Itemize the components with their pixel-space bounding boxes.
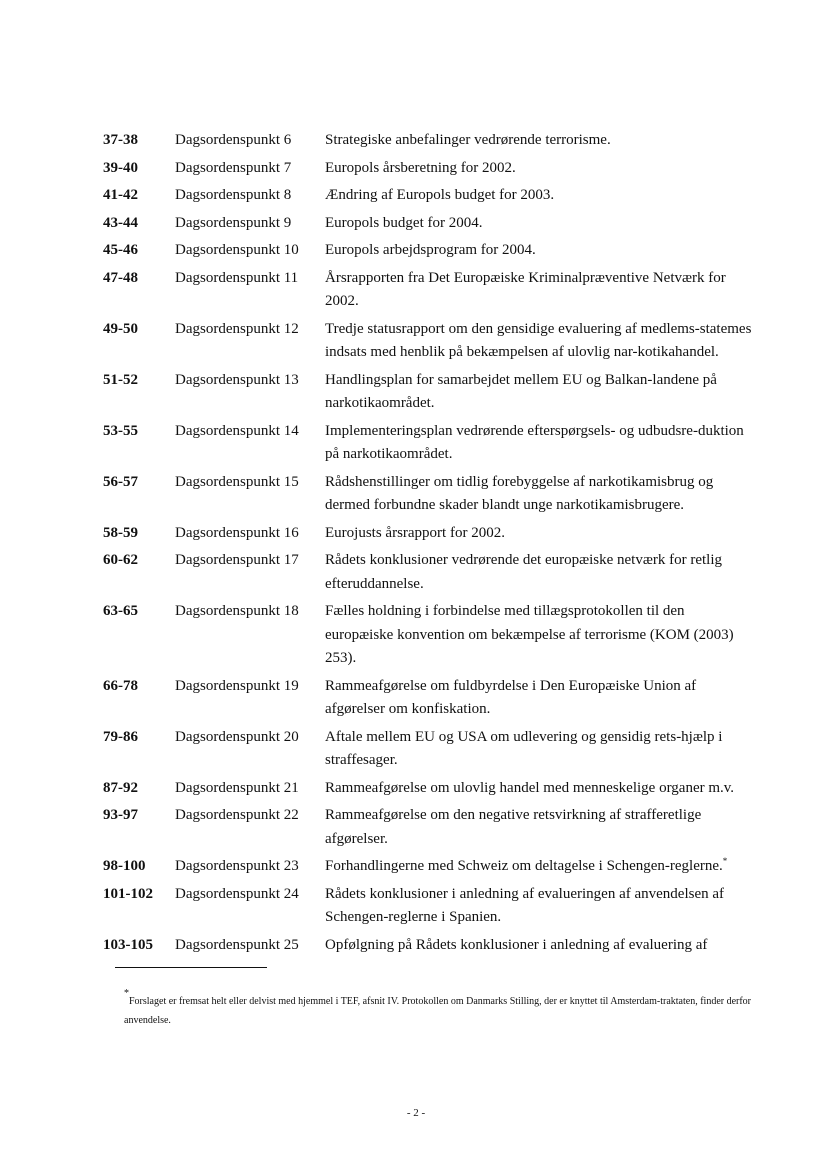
page-range: 98-100: [103, 858, 146, 874]
agenda-row: [103, 883, 753, 930]
agenda-item-description: [325, 420, 753, 467]
description-text: Opfølgning på Rådets konklusioner i anledning af evaluering af: [325, 936, 708, 953]
page-range: 66-78: [103, 677, 138, 694]
agenda-row: [103, 600, 753, 671]
page-range: 103-105: [103, 936, 153, 953]
description-text: Implementeringsplan vedrørende efterspørgsels- og udbudsre-duktion på narkotikaområdet.: [325, 422, 744, 462]
agenda-list: [103, 129, 753, 961]
agenda-item-label: Dagsordenspunkt 19: [175, 677, 299, 694]
page-range: 49-50: [103, 320, 138, 337]
page-range: 45-46: [103, 242, 138, 258]
agenda-row: [103, 184, 753, 208]
page-range: 60-62: [103, 552, 138, 568]
page-range: 101-102: [103, 885, 153, 902]
description-text: Forhandlingerne med Schweiz om deltagelse i Schengen-reglerne.: [325, 858, 723, 874]
agenda-item-label: Dagsordenspunkt 12: [175, 320, 299, 337]
agenda-row: [103, 471, 753, 518]
page-range: 58-59: [103, 524, 138, 541]
agenda-item-description: [325, 184, 753, 208]
agenda-row: [103, 129, 753, 153]
agenda-item-label: Dagsordenspunkt 6: [175, 132, 292, 148]
footnote-text: Forslaget er fremsat helt eller delvist med hjemmel i TEF, afsnit IV. Protokollen om Danmarks Stilling, der er knyttet til Amsterdam-traktaten, finder derfor anvendelse.: [124, 996, 752, 1026]
page-number: - 2 -: [406, 1107, 426, 1119]
agenda-item-label: Dagsordenspunkt 7: [175, 159, 292, 176]
description-text: Europols arbejdsprogram for 2004.: [325, 242, 536, 258]
description-text: Rammeafgørelse om fuldbyrdelse i Den Europæiske Union af afgørelser om konfiskation.: [325, 677, 697, 717]
description-text: Tredje statusrapport om den gensidige evaluering af medlems-statemes indsats med henblik på bekæmpelsen af ulovlig nar-kotikahandel.: [325, 320, 752, 360]
page-range: 47-48: [103, 269, 138, 286]
agenda-item-label: Dagsordenspunkt 24: [175, 885, 299, 902]
agenda-row: [103, 855, 753, 879]
agenda-item-description: [325, 369, 753, 416]
agenda-item-label: Dagsordenspunkt 16: [175, 524, 299, 541]
agenda-item-label: Dagsordenspunkt 11: [175, 269, 299, 286]
description-text: Rammeafgørelse om ulovlig handel med menneskelige organer m.v.: [325, 779, 735, 796]
agenda-row: [103, 239, 753, 263]
agenda-item-description: [325, 267, 753, 314]
agenda-item-label: Dagsordenspunkt 20: [175, 728, 299, 745]
description-text: Rådshenstillinger om tidlig forebyggelse af narkotikamisbrug og dermed forbundne skader blandt unge narkotikamisbrugere.: [325, 473, 714, 513]
agenda-item-description: [325, 157, 753, 181]
agenda-row: [103, 267, 753, 314]
agenda-item-label: Dagsordenspunkt 14: [175, 422, 299, 439]
agenda-item-label: Dagsordenspunkt 8: [175, 187, 292, 203]
agenda-item-description: [325, 318, 753, 365]
page-range: 87-92: [103, 779, 138, 796]
agenda-row: [103, 157, 753, 181]
description-text: Aftale mellem EU og USA om udlevering og gensidig rets-hjælp i straffesager.: [325, 728, 723, 768]
agenda-item-description: [325, 804, 753, 851]
footnote-reference: *: [722, 856, 728, 866]
agenda-item-description: [325, 239, 753, 263]
agenda-item-label: Dagsordenspunkt 13: [175, 371, 299, 388]
agenda-row: [103, 212, 753, 236]
page-range: 93-97: [103, 807, 138, 823]
description-text: Rammeafgørelse om den negative retsvirkning af strafferetlige afgørelser.: [325, 807, 702, 847]
description-text: Eurojusts årsrapport for 2002.: [325, 524, 505, 541]
agenda-item-label: Dagsordenspunkt 25: [175, 936, 299, 953]
footnote: [124, 988, 754, 1030]
page-range: 56-57: [103, 473, 138, 490]
agenda-row: [103, 675, 753, 722]
agenda-item-label: Dagsordenspunkt 22: [175, 807, 299, 823]
agenda-row: [103, 726, 753, 773]
agenda-row: [103, 934, 753, 958]
agenda-item-label: Dagsordenspunkt 17: [175, 552, 299, 568]
agenda-item-label: Dagsordenspunkt 21: [175, 779, 299, 796]
agenda-row: [103, 420, 753, 467]
description-text: Årsrapporten fra Det Europæiske Kriminalpræventive Netværk for 2002.: [325, 269, 726, 309]
agenda-item-description: [325, 212, 753, 236]
agenda-item-label: Dagsordenspunkt 15: [175, 473, 299, 490]
agenda-row: [103, 369, 753, 416]
agenda-item-description: [325, 600, 753, 671]
agenda-row: [103, 549, 753, 596]
description-text: Europols budget for 2004.: [325, 214, 483, 231]
agenda-item-label: Dagsordenspunkt 9: [175, 214, 292, 231]
description-text: Fælles holdning i forbindelse med tillægsprotokollen til den europæiske konvention om bekæmpelse af terrorisme (KOM (2003) 253).: [325, 603, 734, 666]
agenda-item-description: [325, 883, 753, 930]
page-range: 43-44: [103, 214, 138, 231]
page-range: 63-65: [103, 603, 138, 619]
agenda-item-description: [325, 777, 753, 801]
agenda-item-description: [325, 726, 753, 773]
agenda-item-description: [325, 855, 753, 879]
page-range: 39-40: [103, 159, 138, 176]
page-range: 79-86: [103, 728, 138, 745]
agenda-row: [103, 318, 753, 365]
agenda-item-description: [325, 522, 753, 546]
agenda-item-label: Dagsordenspunkt 23: [175, 858, 299, 874]
agenda-row: [103, 522, 753, 546]
description-text: Europols årsberetning for 2002.: [325, 159, 516, 176]
agenda-item-description: [325, 549, 753, 596]
footnote-marker: *: [124, 988, 129, 999]
agenda-item-description: [325, 129, 753, 153]
page-range: 53-55: [103, 422, 138, 439]
agenda-item-label: Dagsordenspunkt 10: [175, 242, 299, 258]
agenda-row: [103, 777, 753, 801]
page-range: 51-52: [103, 371, 138, 388]
agenda-item-description: [325, 934, 753, 958]
description-text: Rådets konklusioner i anledning af evalueringen af anvendelsen af Schengen-reglerne i Spanien.: [325, 885, 725, 925]
footnote-separator: [115, 967, 267, 968]
agenda-item-description: [325, 675, 753, 722]
page-range: 37-38: [103, 132, 138, 148]
agenda-row: [103, 804, 753, 851]
page-range: 41-42: [103, 187, 138, 203]
description-text: Rådets konklusioner vedrørende det europæiske netværk for retlig efteruddannelse.: [325, 552, 722, 592]
agenda-item-description: [325, 471, 753, 518]
description-text: Handlingsplan for samarbejdet mellem EU og Balkan-landene på narkotikaområdet.: [325, 371, 717, 411]
agenda-item-label: Dagsordenspunkt 18: [175, 603, 299, 619]
description-text: Strategiske anbefalinger vedrørende terrorisme.: [325, 132, 611, 148]
description-text: Ændring af Europols budget for 2003.: [325, 187, 555, 203]
